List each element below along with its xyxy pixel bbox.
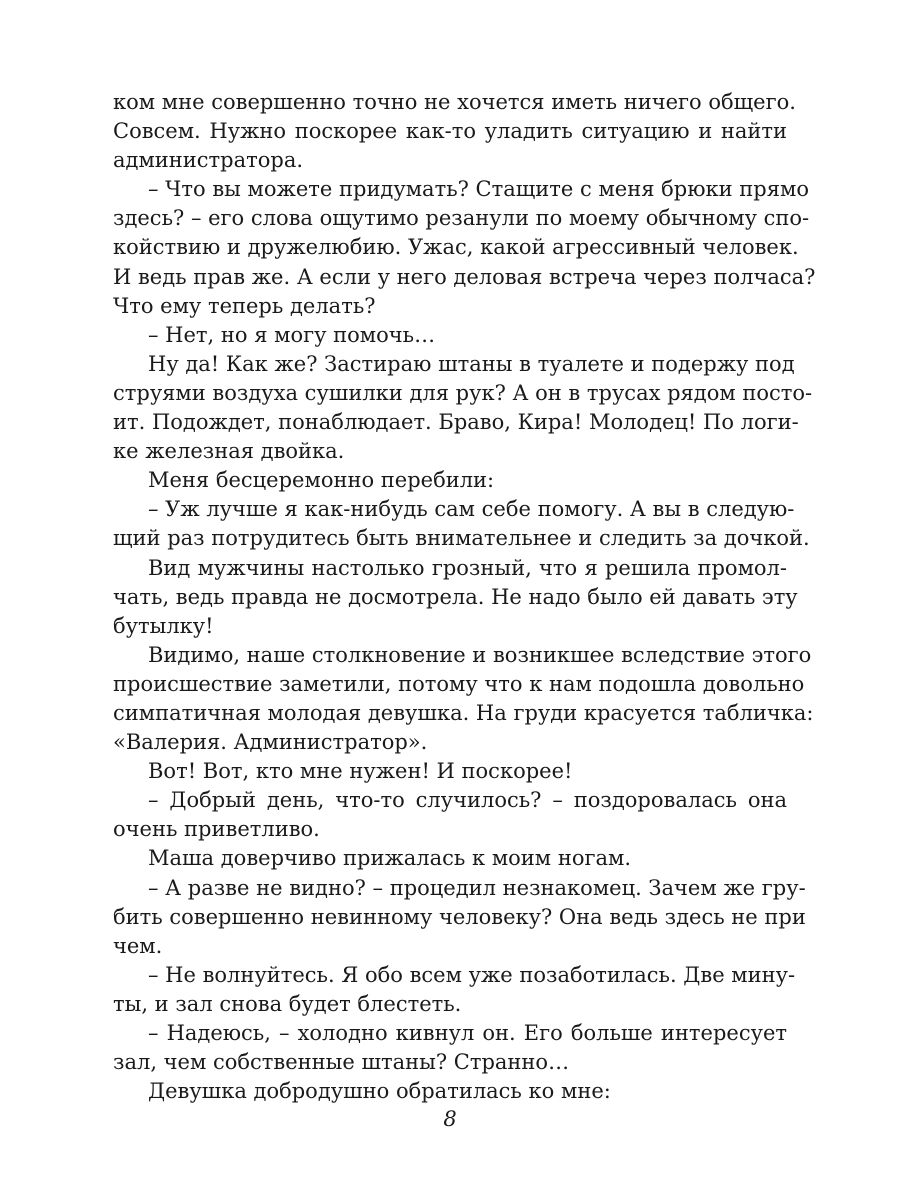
text-line: – Не волнуйтесь. Я обо всем уже позаботилась. Две мину- <box>148 962 796 987</box>
paragraph <box>113 641 814 757</box>
text-line: ты, и зал снова будет блестеть. <box>113 991 462 1016</box>
text-line: бить совершенно невинному человеку? Она ведь здесь не при <box>113 904 806 929</box>
text-line: Маша доверчиво прижалась к моим ногам. <box>148 846 631 871</box>
text-line: администратора. <box>113 148 304 173</box>
text-line: ит. Подождет, понаблюдает. Браво, Кира! Молодец! По логи- <box>113 410 799 435</box>
text-line: койствию и дружелюбию. Ужас, какой агрессивный человек. <box>113 235 799 260</box>
text-line: Девушка добродушно обратилась ко мне: <box>148 1079 611 1104</box>
text-line: бутылку! <box>113 613 214 638</box>
book-page-body <box>113 88 816 1106</box>
paragraph <box>113 786 787 844</box>
paragraph <box>113 554 798 641</box>
text-line: Вид мужчины настолько грозный, что я решила промол- <box>148 555 787 580</box>
text-line: симпатичная молодая девушка. На груди красуется табличка: <box>113 700 814 725</box>
text-line: Видимо, наше столкновение и возникшее вследствие этого <box>148 642 812 667</box>
paragraph <box>113 961 796 1019</box>
paragraph <box>113 1019 787 1077</box>
text-line: ком мне совершенно точно не хочется иметь ничего общего. <box>113 90 796 114</box>
text-line: – А разве не видно? – процедил незнакомец. Зачем же гру- <box>148 875 806 900</box>
paragraph <box>113 466 787 495</box>
text-line: щий раз потрудитесь быть внимательнее и следить за дочкой. <box>113 526 810 551</box>
page-number: 8 <box>443 1107 457 1131</box>
text-line: чать, ведь правда не досмотрела. Не надо было ей давать эту <box>113 584 798 609</box>
text-line: – Добрый день, что-то случилось? – поздоровалась она <box>148 788 787 813</box>
text-line: ке железная двойка. <box>113 439 345 464</box>
text-line: И ведь прав же. А если у него деловая встреча через полчаса? <box>113 264 816 289</box>
paragraph <box>113 757 787 786</box>
text-line: здесь? – его слова ощутимо резанули по моему обычному спо- <box>113 206 810 231</box>
text-line: чем. <box>113 933 163 958</box>
text-line: очень приветливо. <box>113 817 320 842</box>
text-line: Меня бесцеремонно перебили: <box>148 468 495 493</box>
text-line: – Что вы можете придумать? Стащите с меня брюки прямо <box>148 177 809 202</box>
text-line: Что ему теперь делать? <box>113 293 376 318</box>
text-line: – Нет, но я могу помочь… <box>148 322 436 347</box>
text-line: Вот! Вот, кто мне нужен! И поскорее! <box>148 759 573 784</box>
text-line: Совсем. Нужно поскорее как-то уладить ситуацию и найти <box>113 119 787 144</box>
text-line: зал, чем собственные штаны? Странно… <box>113 1050 570 1075</box>
paragraph <box>113 350 813 466</box>
text-line: – Уж лучше я как-нибудь сам себе помогу. А вы в следую- <box>148 497 795 522</box>
text-line: – Надеюсь, – холодно кивнул он. Его больше интересует <box>148 1021 787 1045</box>
text-line: струями воздуха сушилки для рук? А он в трусах рядом посто- <box>113 380 813 405</box>
paragraph <box>113 844 787 873</box>
paragraph <box>113 1077 787 1106</box>
paragraph <box>113 88 796 175</box>
paragraph <box>113 874 806 961</box>
paragraph <box>113 321 787 350</box>
paragraph <box>113 495 810 553</box>
text-line: происшествие заметили, потому что к нам подошла довольно <box>113 671 805 696</box>
text-line: Ну да! Как же? Застираю штаны в туалете и подержу под <box>148 351 795 376</box>
text-line: «Валерия. Администратор». <box>113 730 428 755</box>
paragraph <box>113 175 816 320</box>
